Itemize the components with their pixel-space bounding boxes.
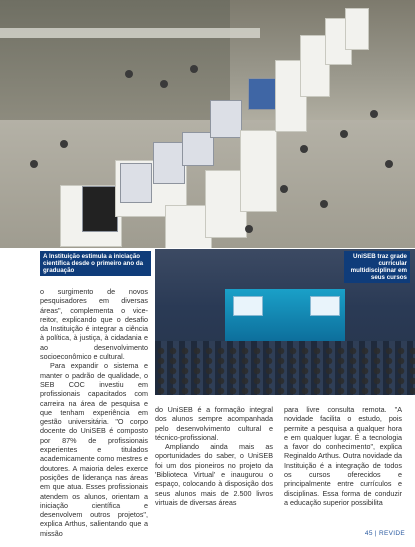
paragraph: do UniSEB é a formação integral dos alunos sempre acompanhada pelo desenvolvimento cultural e técnico-profissional. (155, 405, 273, 442)
poster (153, 142, 185, 184)
visitor (30, 160, 38, 168)
photo-caption: A Instituição estimula a iniciação científica desde o primeiro ano da graduação (40, 251, 151, 276)
poster-panel (240, 130, 277, 212)
visitor (320, 200, 328, 208)
visitor (125, 70, 133, 78)
poster (210, 100, 242, 138)
photo-caption: UniSEB traz grade curricular multidisciplinar em seus cursos (344, 251, 410, 283)
visitor (370, 110, 378, 118)
audience (155, 345, 415, 395)
visitor (280, 185, 288, 193)
balcony-railing (0, 28, 260, 38)
page-number: 45 (364, 530, 373, 537)
visitor (385, 160, 393, 168)
visitor (300, 145, 308, 153)
poster (248, 78, 278, 110)
footer-separator: | (374, 530, 377, 537)
projection-screen (233, 296, 263, 316)
building-wall (0, 0, 230, 120)
paragraph: o surgimento de novos pesquisadores em diversas áreas", complementa o vice-reitor, explicando que o desafio da Instituição é integrar a ciência à política, à justiça, à cidadania e ao desenvolvimento socioeconômico e cultural. (40, 287, 148, 362)
text-column-2 (155, 405, 273, 507)
visitor (160, 80, 168, 88)
page-footer (365, 530, 405, 537)
visitor (340, 130, 348, 138)
text-column-1 (40, 287, 148, 538)
magazine-name: REVIDE (378, 530, 405, 537)
text-column-3 (284, 405, 402, 507)
visitor (245, 225, 253, 233)
visitor (60, 140, 68, 148)
poster-panel (345, 8, 369, 50)
projection-screen (310, 296, 340, 316)
paragraph: Ampliando ainda mais as oportunidades do saber, o UniSEB foi um dos pioneiros no projeto da 'Biblioteca Virtual' e inaugurou o espaço, colocando à disposição dos seus alunos mais de 2.500 livros virtuais de diversas áreas (155, 442, 273, 507)
paragraph: para livre consulta remota. "A novidade facilita o estudo, pois permite a pesquisa a qualquer hora e em qualquer lugar. É a tecnologia a favor do conhecimento", explica Reginaldo Arthus. Outra novidade da Instituição é a integração de todos os cursos oferecidos e principalmente entre currículos e disciplinas. Essa forma de conduzir a educação superior possibilita (284, 405, 402, 507)
paragraph: Para expandir o sistema e manter o padrão de qualidade, o SEB COC investiu em profissionais capacitados com carreira na área de pesquisa e que tenham experiência em gestão universitária. "O corpo docente do UniSEB é composto por 87% de profissionais experientes e titulados academicamente como mestres e doutores. A maioria deles exerce posições de liderança nas áreas em que atua. Esses profissionais atendem os alunos, orientam a iniciação científica e desenvolvem outros projetos", explica Arthus, salientando que a missão (40, 361, 148, 538)
exhibition-hall-photo (0, 0, 415, 248)
visitor (190, 65, 198, 73)
poster (82, 186, 118, 232)
poster (120, 163, 152, 203)
